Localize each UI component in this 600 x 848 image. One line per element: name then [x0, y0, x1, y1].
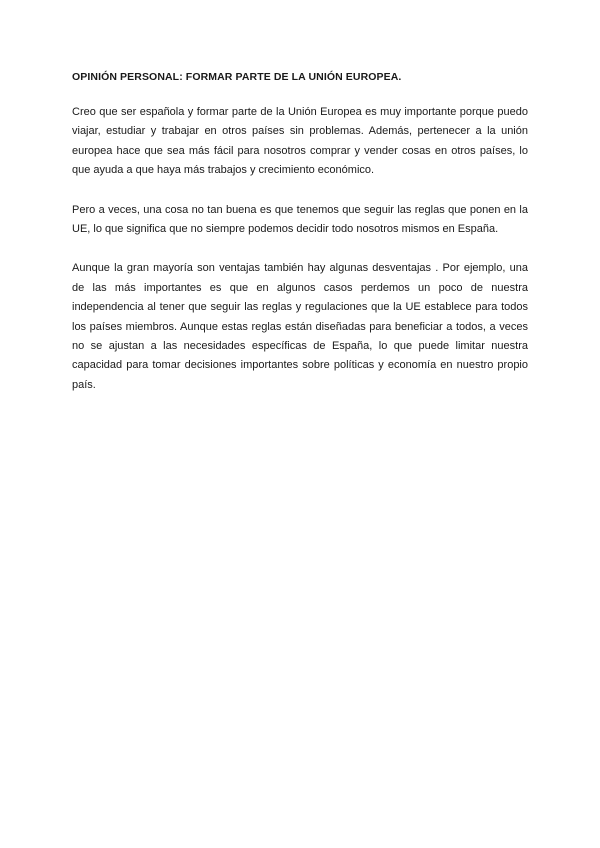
document-body	[72, 70, 528, 415]
document-title: OPINIÓN PERSONAL: FORMAR PARTE DE LA UNIÓN EUROPEA.	[72, 71, 402, 83]
paragraph-intro: Creo que ser española y formar parte de la Unión Europea es muy importante porque puedo viajar, estudiar y trabajar en otros países sin problemas. Además, pertenecer a la unión europea hace que sea más fácil para nosotros comprar y vender cosas en otros países, lo que ayuda a que haya más trabajos y crecimiento económico.	[72, 106, 528, 177]
paragraph-disadvantages: Aunque la gran mayoría son ventajas también hay algunas desventajas . Por ejemplo, una de las más importantes es que en algunos casos perdemos un poco de nuestra independencia al tener que seguir las reglas y regulaciones que la UE establece para todos los países miembros. Aunque estas reglas están diseñadas para beneficiar a todos, a veces no se ajustan a las necesidades específicas de España, lo que puede limitar nuestra capacidad para tomar decisiones importantes sobre políticas y economía en nuestro propio país.	[72, 262, 528, 391]
paragraph-rules: Pero a veces, una cosa no tan buena es que tenemos que seguir las reglas que ponen en la UE, lo que significa que no siempre podemos decidir todo nosotros mismos en España.	[72, 203, 528, 236]
